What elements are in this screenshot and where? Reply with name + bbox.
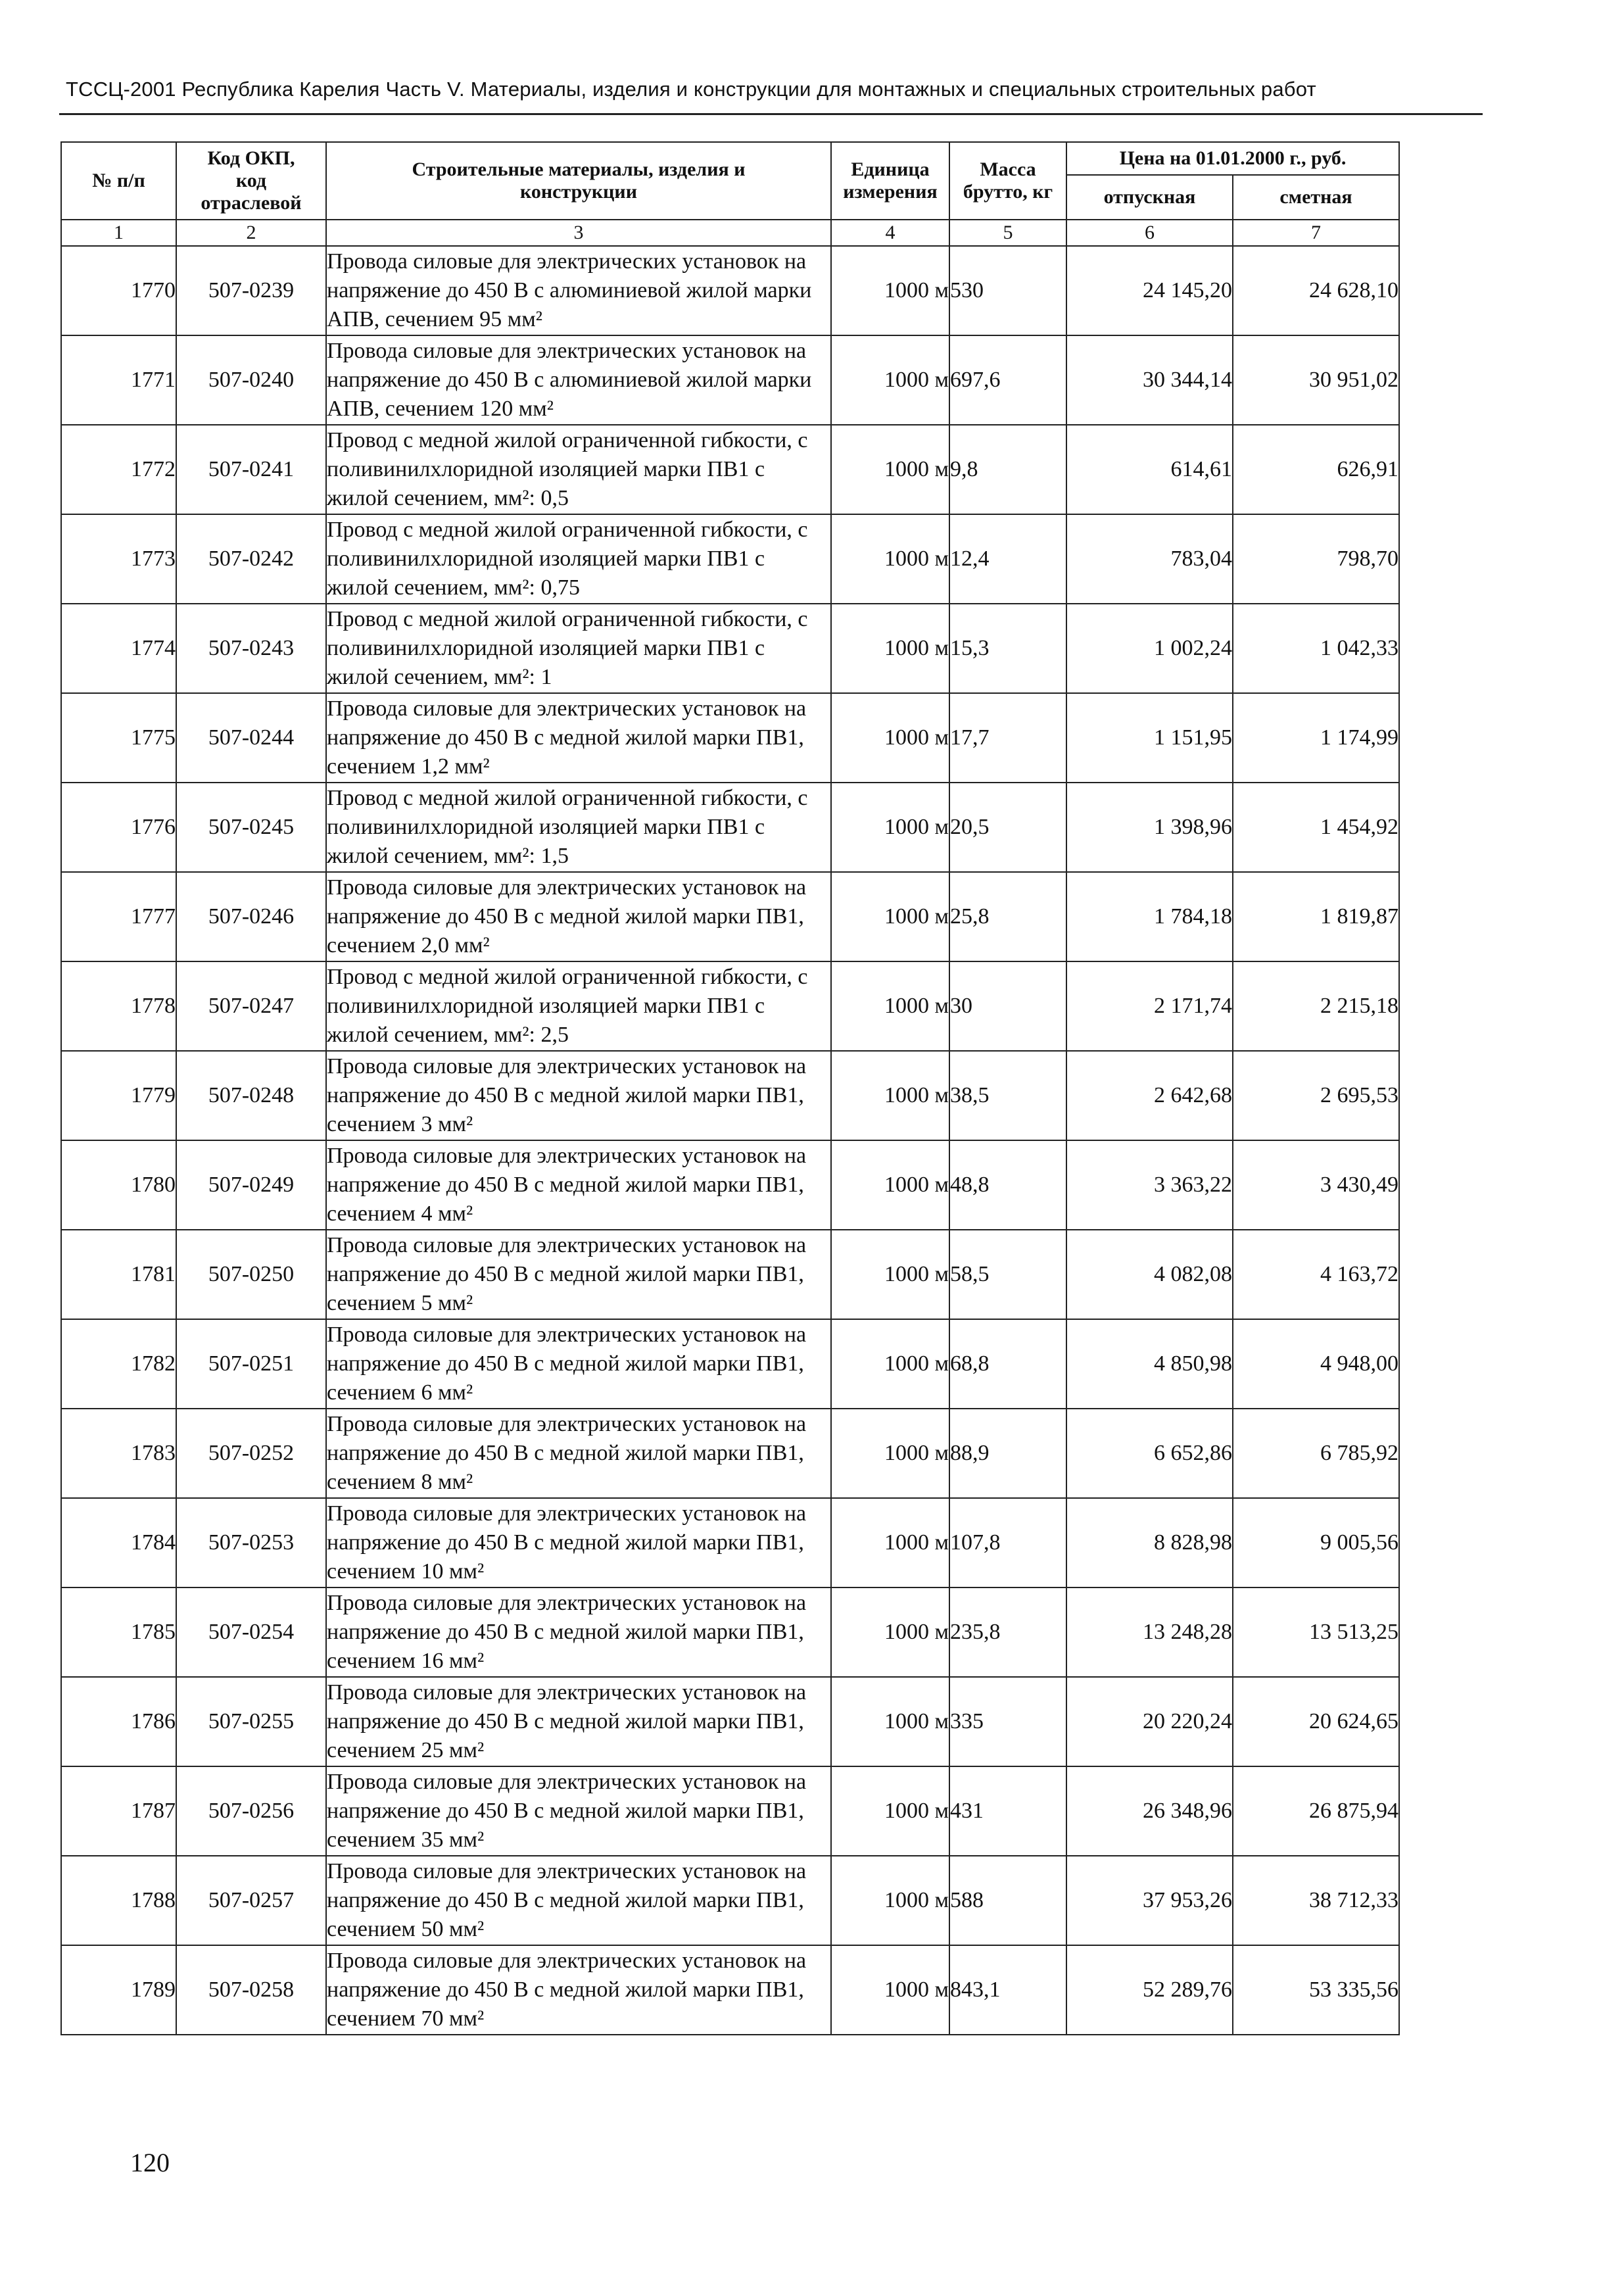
mass: 235,8	[949, 1587, 1066, 1677]
row-number: 1779	[61, 1051, 176, 1140]
material-name: Провод с медной жилой ограниченной гибкости, с поливинилхлоридной изоляцией марки ПВ1 с жилой сечением, мм²: 1	[326, 604, 831, 693]
okp-code: 507-0245	[176, 783, 326, 872]
unit: 1000 м	[831, 246, 949, 335]
material-name: Провода силовые для электрических установок на напряжение до 450 В с алюминиевой жилой марки АПВ, сечением 120 мм²	[326, 335, 831, 425]
row-number: 1777	[61, 872, 176, 961]
price-estimate: 6 785,92	[1233, 1409, 1399, 1498]
unit: 1000 м	[831, 1230, 949, 1319]
row-number: 1780	[61, 1140, 176, 1230]
okp-code: 507-0241	[176, 425, 326, 514]
okp-code: 507-0254	[176, 1587, 326, 1677]
row-number: 1783	[61, 1409, 176, 1498]
price-estimate: 9 005,56	[1233, 1498, 1399, 1587]
mass: 20,5	[949, 783, 1066, 872]
price-estimate: 1 174,99	[1233, 693, 1399, 783]
unit: 1000 м	[831, 514, 949, 604]
col-header-no: № п/п	[61, 142, 176, 220]
material-name: Провода силовые для электрических установок на напряжение до 450 В с медной жилой марки ПВ1, сечением 10 мм²	[326, 1498, 831, 1587]
table-row	[61, 1856, 1399, 1945]
row-number: 1774	[61, 604, 176, 693]
unit: 1000 м	[831, 1051, 949, 1140]
price-estimate: 1 819,87	[1233, 872, 1399, 961]
material-name: Провод с медной жилой ограниченной гибкости, с поливинилхлоридной изоляцией марки ПВ1 с жилой сечением, мм²: 1,5	[326, 783, 831, 872]
price-estimate: 30 951,02	[1233, 335, 1399, 425]
okp-code: 507-0250	[176, 1230, 326, 1319]
unit: 1000 м	[831, 1766, 949, 1856]
price-estimate: 798,70	[1233, 514, 1399, 604]
price-estimate: 53 335,56	[1233, 1945, 1399, 2035]
material-name: Провода силовые для электрических установок на напряжение до 450 В с медной жилой марки ПВ1, сечением 70 мм²	[326, 1945, 831, 2035]
column-number: 7	[1233, 220, 1399, 246]
price-release: 8 828,98	[1066, 1498, 1233, 1587]
price-release: 20 220,24	[1066, 1677, 1233, 1766]
row-number: 1775	[61, 693, 176, 783]
table-row	[61, 1230, 1399, 1319]
table-row	[61, 693, 1399, 783]
material-name: Провода силовые для электрических установок на напряжение до 450 В с медной жилой марки ПВ1, сечением 16 мм²	[326, 1587, 831, 1677]
table-row	[61, 961, 1399, 1051]
okp-code: 507-0244	[176, 693, 326, 783]
table-row	[61, 1051, 1399, 1140]
okp-code: 507-0242	[176, 514, 326, 604]
col-header-materials: Строительные материалы, изделия и конструкции	[326, 142, 831, 220]
mass: 530	[949, 246, 1066, 335]
row-number: 1788	[61, 1856, 176, 1945]
table-row	[61, 1766, 1399, 1856]
table-row	[61, 604, 1399, 693]
row-number: 1786	[61, 1677, 176, 1766]
table-row	[61, 1587, 1399, 1677]
price-release: 26 348,96	[1066, 1766, 1233, 1856]
price-estimate: 26 875,94	[1233, 1766, 1399, 1856]
mass: 25,8	[949, 872, 1066, 961]
mass: 431	[949, 1766, 1066, 1856]
price-release: 52 289,76	[1066, 1945, 1233, 2035]
row-number: 1789	[61, 1945, 176, 2035]
material-name: Провода силовые для электрических установок на напряжение до 450 В с медной жилой марки ПВ1, сечением 6 мм²	[326, 1319, 831, 1409]
column-number-row	[61, 220, 1399, 246]
mass: 30	[949, 961, 1066, 1051]
material-name: Провода силовые для электрических установок на напряжение до 450 В с медной жилой марки ПВ1, сечением 50 мм²	[326, 1856, 831, 1945]
row-number: 1778	[61, 961, 176, 1051]
material-name: Провода силовые для электрических установок на напряжение до 450 В с медной жилой марки ПВ1, сечением 4 мм²	[326, 1140, 831, 1230]
col-header-price-group: Цена на 01.01.2000 г., руб.	[1066, 142, 1399, 175]
price-estimate: 2 215,18	[1233, 961, 1399, 1051]
price-estimate: 38 712,33	[1233, 1856, 1399, 1945]
price-estimate: 4 163,72	[1233, 1230, 1399, 1319]
table-row	[61, 1409, 1399, 1498]
price-release: 783,04	[1066, 514, 1233, 604]
header-divider	[59, 113, 1483, 115]
mass: 588	[949, 1856, 1066, 1945]
okp-code: 507-0247	[176, 961, 326, 1051]
okp-code: 507-0257	[176, 1856, 326, 1945]
okp-code: 507-0240	[176, 335, 326, 425]
price-release: 2 171,74	[1066, 961, 1233, 1051]
price-estimate: 2 695,53	[1233, 1051, 1399, 1140]
row-number: 1772	[61, 425, 176, 514]
material-name: Провод с медной жилой ограниченной гибкости, с поливинилхлоридной изоляцией марки ПВ1 с жилой сечением, мм²: 2,5	[326, 961, 831, 1051]
material-name: Провода силовые для электрических установок на напряжение до 450 В с алюминиевой жилой марки АПВ, сечением 95 мм²	[326, 246, 831, 335]
mass: 12,4	[949, 514, 1066, 604]
unit: 1000 м	[831, 1319, 949, 1409]
price-release: 1 398,96	[1066, 783, 1233, 872]
price-release: 1 784,18	[1066, 872, 1233, 961]
table-row	[61, 1140, 1399, 1230]
mass: 843,1	[949, 1945, 1066, 2035]
table-row	[61, 783, 1399, 872]
unit: 1000 м	[831, 1677, 949, 1766]
price-release: 1 002,24	[1066, 604, 1233, 693]
table-body	[61, 246, 1399, 2035]
row-number: 1776	[61, 783, 176, 872]
page-number: 120	[130, 2148, 170, 2177]
row-number: 1773	[61, 514, 176, 604]
table-row	[61, 1677, 1399, 1766]
col-header-mass: Масса брутто, кг	[949, 142, 1066, 220]
unit: 1000 м	[831, 1498, 949, 1587]
row-number: 1771	[61, 335, 176, 425]
mass: 9,8	[949, 425, 1066, 514]
price-estimate: 4 948,00	[1233, 1319, 1399, 1409]
price-estimate: 1 042,33	[1233, 604, 1399, 693]
price-release: 1 151,95	[1066, 693, 1233, 783]
table-row	[61, 1498, 1399, 1587]
table-row	[61, 872, 1399, 961]
column-number: 3	[326, 220, 831, 246]
table-row	[61, 514, 1399, 604]
row-number: 1785	[61, 1587, 176, 1677]
okp-code: 507-0246	[176, 872, 326, 961]
price-estimate: 1 454,92	[1233, 783, 1399, 872]
table-row	[61, 1945, 1399, 2035]
unit: 1000 м	[831, 693, 949, 783]
price-release: 13 248,28	[1066, 1587, 1233, 1677]
unit: 1000 м	[831, 1856, 949, 1945]
price-estimate: 626,91	[1233, 425, 1399, 514]
unit: 1000 м	[831, 425, 949, 514]
row-number: 1782	[61, 1319, 176, 1409]
unit: 1000 м	[831, 1945, 949, 2035]
mass: 48,8	[949, 1140, 1066, 1230]
price-table	[60, 141, 1400, 2035]
material-name: Провода силовые для электрических установок на напряжение до 450 В с медной жилой марки ПВ1, сечением 2,0 мм²	[326, 872, 831, 961]
material-name: Провода силовые для электрических установок на напряжение до 450 В с медной жилой марки ПВ1, сечением 25 мм²	[326, 1677, 831, 1766]
okp-code: 507-0243	[176, 604, 326, 693]
column-number: 2	[176, 220, 326, 246]
price-release: 37 953,26	[1066, 1856, 1233, 1945]
price-release: 24 145,20	[1066, 246, 1233, 335]
okp-code: 507-0256	[176, 1766, 326, 1856]
mass: 17,7	[949, 693, 1066, 783]
col-header-unit: Единица измерения	[831, 142, 949, 220]
row-number: 1781	[61, 1230, 176, 1319]
material-name: Провод с медной жилой ограниченной гибкости, с поливинилхлоридной изоляцией марки ПВ1 с жилой сечением, мм²: 0,5	[326, 425, 831, 514]
mass: 38,5	[949, 1051, 1066, 1140]
col-header-price-release: отпускная	[1066, 175, 1233, 220]
okp-code: 507-0252	[176, 1409, 326, 1498]
price-release: 3 363,22	[1066, 1140, 1233, 1230]
okp-code: 507-0249	[176, 1140, 326, 1230]
column-number: 5	[949, 220, 1066, 246]
mass: 335	[949, 1677, 1066, 1766]
material-name: Провода силовые для электрических установок на напряжение до 450 В с медной жилой марки ПВ1, сечением 5 мм²	[326, 1230, 831, 1319]
col-header-okp-code: Код ОКП, код отраслевой	[176, 142, 326, 220]
unit: 1000 м	[831, 961, 949, 1051]
okp-code: 507-0239	[176, 246, 326, 335]
row-number: 1787	[61, 1766, 176, 1856]
price-estimate: 24 628,10	[1233, 246, 1399, 335]
row-number: 1770	[61, 246, 176, 335]
column-number: 6	[1066, 220, 1233, 246]
okp-code: 507-0248	[176, 1051, 326, 1140]
mass: 107,8	[949, 1498, 1066, 1587]
table-row	[61, 335, 1399, 425]
column-number: 4	[831, 220, 949, 246]
column-number: 1	[61, 220, 176, 246]
price-release: 4 082,08	[1066, 1230, 1233, 1319]
material-name: Провод с медной жилой ограниченной гибкости, с поливинилхлоридной изоляцией марки ПВ1 с жилой сечением, мм²: 0,75	[326, 514, 831, 604]
price-release: 30 344,14	[1066, 335, 1233, 425]
unit: 1000 м	[831, 1587, 949, 1677]
table-row	[61, 246, 1399, 335]
page-header: ТССЦ-2001 Республика Карелия Часть V. Материалы, изделия и конструкции для монтажных и специальных строительных работ	[66, 78, 1316, 101]
price-estimate: 3 430,49	[1233, 1140, 1399, 1230]
okp-code: 507-0251	[176, 1319, 326, 1409]
price-estimate: 13 513,25	[1233, 1587, 1399, 1677]
unit: 1000 м	[831, 335, 949, 425]
unit: 1000 м	[831, 783, 949, 872]
table-row	[61, 425, 1399, 514]
table-row	[61, 1319, 1399, 1409]
mass: 88,9	[949, 1409, 1066, 1498]
material-name: Провода силовые для электрических установок на напряжение до 450 В с медной жилой марки ПВ1, сечением 3 мм²	[326, 1051, 831, 1140]
row-number: 1784	[61, 1498, 176, 1587]
col-header-price-estimate: сметная	[1233, 175, 1399, 220]
mass: 58,5	[949, 1230, 1066, 1319]
okp-code: 507-0253	[176, 1498, 326, 1587]
unit: 1000 м	[831, 1409, 949, 1498]
unit: 1000 м	[831, 872, 949, 961]
price-release: 4 850,98	[1066, 1319, 1233, 1409]
price-release: 2 642,68	[1066, 1051, 1233, 1140]
unit: 1000 м	[831, 1140, 949, 1230]
material-name: Провода силовые для электрических установок на напряжение до 450 В с медной жилой марки ПВ1, сечением 1,2 мм²	[326, 693, 831, 783]
mass: 15,3	[949, 604, 1066, 693]
material-name: Провода силовые для электрических установок на напряжение до 450 В с медной жилой марки ПВ1, сечением 35 мм²	[326, 1766, 831, 1856]
mass: 697,6	[949, 335, 1066, 425]
mass: 68,8	[949, 1319, 1066, 1409]
material-name: Провода силовые для электрических установок на напряжение до 450 В с медной жилой марки ПВ1, сечением 8 мм²	[326, 1409, 831, 1498]
okp-code: 507-0258	[176, 1945, 326, 2035]
price-estimate: 20 624,65	[1233, 1677, 1399, 1766]
price-release: 6 652,86	[1066, 1409, 1233, 1498]
okp-code: 507-0255	[176, 1677, 326, 1766]
unit: 1000 м	[831, 604, 949, 693]
price-release: 614,61	[1066, 425, 1233, 514]
